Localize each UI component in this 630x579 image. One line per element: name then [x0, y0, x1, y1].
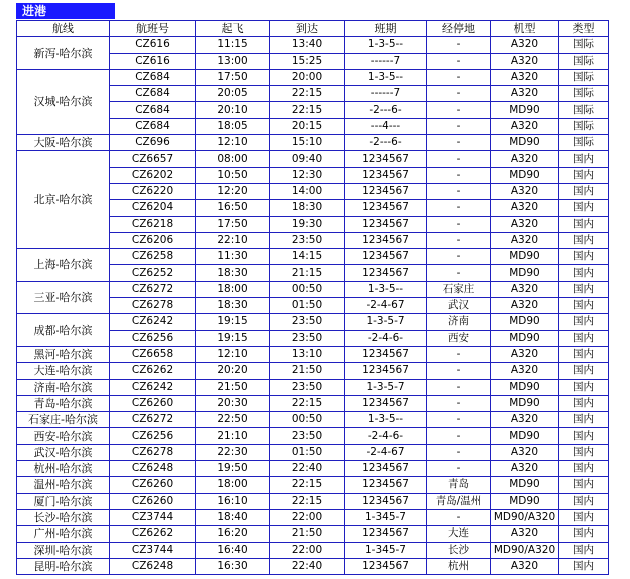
stopover: -: [427, 395, 491, 411]
flight-type: 国内: [559, 379, 609, 395]
schedule-days: 1-3-5--: [345, 412, 427, 428]
schedule-days: -2---6-: [345, 135, 427, 151]
flight-no: CZ616: [110, 53, 196, 69]
arrival-time: 22:00: [270, 509, 345, 525]
aircraft-type: A320: [491, 37, 559, 53]
arrival-time: 14:00: [270, 183, 345, 199]
flight-type: 国内: [559, 216, 609, 232]
header-stopover: 经停地: [427, 21, 491, 37]
aircraft-type: A320: [491, 86, 559, 102]
stopover: -: [427, 265, 491, 281]
flight-no: CZ6278: [110, 298, 196, 314]
departure-time: 22:10: [196, 232, 270, 248]
departure-time: 16:50: [196, 200, 270, 216]
aircraft-type: MD90/A320: [491, 509, 559, 525]
route-name: 济南-哈尔滨: [17, 379, 110, 395]
departure-time: 11:15: [196, 37, 270, 53]
flight-type: 国内: [559, 444, 609, 460]
flight-type: 国内: [559, 298, 609, 314]
flight-no: CZ6252: [110, 265, 196, 281]
flight-type: 国内: [559, 232, 609, 248]
schedule-days: 1234567: [345, 395, 427, 411]
stopover: -: [427, 509, 491, 525]
departure-time: 20:30: [196, 395, 270, 411]
arrival-time: 19:30: [270, 216, 345, 232]
schedule-days: 1234567: [345, 363, 427, 379]
schedule-days: 1234567: [345, 151, 427, 167]
stopover: -: [427, 200, 491, 216]
arrival-time: 22:40: [270, 461, 345, 477]
arrival-time: 00:50: [270, 412, 345, 428]
table-row: [17, 395, 609, 411]
schedule-days: 1234567: [345, 265, 427, 281]
departure-time: 22:30: [196, 444, 270, 460]
table-row: [17, 461, 609, 477]
aircraft-type: A320: [491, 461, 559, 477]
flight-no: CZ684: [110, 102, 196, 118]
route-name: 昆明-哈尔滨: [17, 558, 110, 574]
stopover: -: [427, 363, 491, 379]
arrival-time: 22:00: [270, 542, 345, 558]
flight-type: 国内: [559, 346, 609, 362]
flight-type: 国内: [559, 167, 609, 183]
aircraft-type: A320: [491, 53, 559, 69]
departure-time: 16:30: [196, 558, 270, 574]
flight-no: CZ3744: [110, 542, 196, 558]
stopover: 青岛/温州: [427, 493, 491, 509]
schedule-days: ---4---: [345, 118, 427, 134]
arrival-time: 18:30: [270, 200, 345, 216]
stopover: -: [427, 216, 491, 232]
schedule-days: 1-3-5-7: [345, 379, 427, 395]
arrival-time: 12:30: [270, 167, 345, 183]
route-name: 石家庄-哈尔滨: [17, 412, 110, 428]
schedule-days: 1234567: [345, 493, 427, 509]
flight-no: CZ6258: [110, 249, 196, 265]
flight-no: CZ6262: [110, 526, 196, 542]
departure-time: 13:00: [196, 53, 270, 69]
schedule-days: 1234567: [345, 461, 427, 477]
stopover: 青岛: [427, 477, 491, 493]
schedule-days: -2-4-6-: [345, 330, 427, 346]
schedule-days: -2-4-6-: [345, 428, 427, 444]
departure-time: 20:20: [196, 363, 270, 379]
table-row: [17, 249, 609, 265]
schedule-days: 1-3-5--: [345, 69, 427, 85]
flight-no: CZ6260: [110, 477, 196, 493]
arrival-time: 15:25: [270, 53, 345, 69]
flight-no: CZ616: [110, 37, 196, 53]
departure-time: 17:50: [196, 216, 270, 232]
schedule-days: 1234567: [345, 249, 427, 265]
table-row: [17, 428, 609, 444]
table-row: [17, 526, 609, 542]
schedule-days: 1-3-5--: [345, 37, 427, 53]
flight-no: CZ3744: [110, 509, 196, 525]
schedule-days: 1234567: [345, 477, 427, 493]
schedule-days: 1234567: [345, 216, 427, 232]
departure-time: 12:10: [196, 135, 270, 151]
aircraft-type: MD90: [491, 477, 559, 493]
table-row: [17, 444, 609, 460]
flight-type: 国内: [559, 412, 609, 428]
table-row: [17, 558, 609, 574]
departure-time: 18:00: [196, 281, 270, 297]
aircraft-type: MD90: [491, 135, 559, 151]
arrival-time: 21:50: [270, 363, 345, 379]
stopover: -: [427, 102, 491, 118]
arrival-time: 13:10: [270, 346, 345, 362]
schedule-days: 1-345-7: [345, 509, 427, 525]
flight-type: 国际: [559, 102, 609, 118]
stopover: 武汉: [427, 298, 491, 314]
departure-time: 20:10: [196, 102, 270, 118]
schedule-days: 1234567: [345, 526, 427, 542]
stopover: -: [427, 249, 491, 265]
table-row: [17, 509, 609, 525]
flight-no: CZ6248: [110, 461, 196, 477]
stopover: 西安: [427, 330, 491, 346]
departure-time: 18:00: [196, 477, 270, 493]
flight-no: CZ684: [110, 69, 196, 85]
flight-no: CZ696: [110, 135, 196, 151]
flight-no: CZ6260: [110, 395, 196, 411]
aircraft-type: MD90: [491, 167, 559, 183]
route-name: 三亚-哈尔滨: [17, 281, 110, 314]
departure-time: 21:10: [196, 428, 270, 444]
aircraft-type: MD90/A320: [491, 542, 559, 558]
flight-no: CZ684: [110, 86, 196, 102]
flight-type: 国内: [559, 509, 609, 525]
flight-no: CZ6248: [110, 558, 196, 574]
stopover: -: [427, 232, 491, 248]
table-row: [17, 542, 609, 558]
departure-time: 10:50: [196, 167, 270, 183]
table-row: [17, 412, 609, 428]
route-name: 黑河-哈尔滨: [17, 346, 110, 362]
schedule-days: ------7: [345, 53, 427, 69]
arrival-time: 23:50: [270, 330, 345, 346]
aircraft-type: MD90: [491, 395, 559, 411]
header-type: 类型: [559, 21, 609, 37]
flight-no: CZ6204: [110, 200, 196, 216]
flight-no: CZ6272: [110, 412, 196, 428]
schedule-days: 1-3-5-7: [345, 314, 427, 330]
route-name: 北京-哈尔滨: [17, 151, 110, 249]
stopover: -: [427, 379, 491, 395]
route-name: 广州-哈尔滨: [17, 526, 110, 542]
departure-time: 18:30: [196, 265, 270, 281]
flight-type: 国内: [559, 477, 609, 493]
arrival-time: 23:50: [270, 379, 345, 395]
flight-type: 国际: [559, 53, 609, 69]
arrival-time: 22:15: [270, 493, 345, 509]
header-flight-no: 航班号: [110, 21, 196, 37]
header-arrival: 到达: [270, 21, 345, 37]
arrival-time: 20:15: [270, 118, 345, 134]
flight-no: CZ6256: [110, 428, 196, 444]
aircraft-type: A320: [491, 232, 559, 248]
route-name: 大连-哈尔滨: [17, 363, 110, 379]
departure-time: 21:50: [196, 379, 270, 395]
table-row: [17, 69, 609, 85]
arrival-time: 21:15: [270, 265, 345, 281]
header-departure: 起飞: [196, 21, 270, 37]
aircraft-type: MD90: [491, 265, 559, 281]
aircraft-type: A320: [491, 526, 559, 542]
header-schedule: 班期: [345, 21, 427, 37]
departure-time: 20:05: [196, 86, 270, 102]
aircraft-type: A320: [491, 346, 559, 362]
aircraft-type: A320: [491, 151, 559, 167]
arrival-time: 14:15: [270, 249, 345, 265]
flight-no: CZ6242: [110, 379, 196, 395]
aircraft-type: A320: [491, 281, 559, 297]
stopover: 大连: [427, 526, 491, 542]
aircraft-type: MD90: [491, 314, 559, 330]
aircraft-type: MD90: [491, 249, 559, 265]
flight-no: CZ6218: [110, 216, 196, 232]
flight-no: CZ6242: [110, 314, 196, 330]
arrival-time: 00:50: [270, 281, 345, 297]
aircraft-type: A320: [491, 444, 559, 460]
schedule-days: 1234567: [345, 558, 427, 574]
aircraft-type: A320: [491, 216, 559, 232]
flight-type: 国内: [559, 558, 609, 574]
departure-time: 11:30: [196, 249, 270, 265]
flight-no: CZ6220: [110, 183, 196, 199]
arrival-time: 01:50: [270, 298, 345, 314]
departure-time: 16:10: [196, 493, 270, 509]
flight-type: 国内: [559, 151, 609, 167]
route-name: 厦门-哈尔滨: [17, 493, 110, 509]
schedule-days: 1234567: [345, 346, 427, 362]
stopover: -: [427, 461, 491, 477]
stopover: 长沙: [427, 542, 491, 558]
flight-type: 国内: [559, 314, 609, 330]
route-name: 武汉-哈尔滨: [17, 444, 110, 460]
table-row: [17, 363, 609, 379]
flight-no: CZ6272: [110, 281, 196, 297]
schedule-days: 1-3-5--: [345, 281, 427, 297]
stopover: -: [427, 412, 491, 428]
stopover: -: [427, 69, 491, 85]
route-name: 汉城-哈尔滨: [17, 69, 110, 134]
table-row: [17, 493, 609, 509]
flight-no: CZ6278: [110, 444, 196, 460]
table-row: [17, 314, 609, 330]
stopover: -: [427, 167, 491, 183]
section-tab-arrivals: 进港: [16, 3, 115, 19]
flight-type: 国际: [559, 86, 609, 102]
departure-time: 18:40: [196, 509, 270, 525]
departure-time: 12:20: [196, 183, 270, 199]
departure-time: 18:05: [196, 118, 270, 134]
flight-type: 国内: [559, 330, 609, 346]
table-row: [17, 135, 609, 151]
arrival-time: 23:50: [270, 428, 345, 444]
schedule-days: -2---6-: [345, 102, 427, 118]
flight-no: CZ6260: [110, 493, 196, 509]
arrival-time: 22:15: [270, 102, 345, 118]
flight-type: 国内: [559, 281, 609, 297]
header-route: 航线: [17, 21, 110, 37]
arrival-time: 22:15: [270, 395, 345, 411]
schedule-days: 1234567: [345, 183, 427, 199]
departure-time: 17:50: [196, 69, 270, 85]
arrival-time: 23:50: [270, 232, 345, 248]
route-name: 新泻-哈尔滨: [17, 37, 110, 70]
departure-time: 12:10: [196, 346, 270, 362]
aircraft-type: MD90: [491, 493, 559, 509]
flight-type: 国内: [559, 395, 609, 411]
departure-time: 16:40: [196, 542, 270, 558]
departure-time: 22:50: [196, 412, 270, 428]
flight-type: 国内: [559, 542, 609, 558]
stopover: -: [427, 37, 491, 53]
schedule-days: -2-4-67: [345, 298, 427, 314]
flight-type: 国内: [559, 183, 609, 199]
arrival-time: 22:40: [270, 558, 345, 574]
arrival-time: 22:15: [270, 477, 345, 493]
arrivals-schedule-table: [16, 20, 609, 575]
stopover: -: [427, 118, 491, 134]
table-body: [17, 37, 609, 575]
departure-time: 19:50: [196, 461, 270, 477]
stopover: -: [427, 135, 491, 151]
route-name: 西安-哈尔滨: [17, 428, 110, 444]
flight-type: 国际: [559, 37, 609, 53]
stopover: -: [427, 183, 491, 199]
flight-type: 国际: [559, 118, 609, 134]
departure-time: 19:15: [196, 330, 270, 346]
table-row: [17, 379, 609, 395]
flight-type: 国际: [559, 69, 609, 85]
route-name: 上海-哈尔滨: [17, 249, 110, 282]
schedule-days: -2-4-67: [345, 444, 427, 460]
flight-type: 国内: [559, 249, 609, 265]
flight-type: 国内: [559, 461, 609, 477]
aircraft-type: A320: [491, 363, 559, 379]
route-name: 长沙-哈尔滨: [17, 509, 110, 525]
flight-type: 国内: [559, 428, 609, 444]
aircraft-type: A320: [491, 118, 559, 134]
departure-time: 18:30: [196, 298, 270, 314]
aircraft-type: MD90: [491, 330, 559, 346]
flight-no: CZ6202: [110, 167, 196, 183]
flight-no: CZ6657: [110, 151, 196, 167]
aircraft-type: A320: [491, 412, 559, 428]
arrival-time: 01:50: [270, 444, 345, 460]
stopover: -: [427, 151, 491, 167]
flight-type: 国内: [559, 200, 609, 216]
aircraft-type: MD90: [491, 428, 559, 444]
flight-type: 国内: [559, 526, 609, 542]
table-header-row: [17, 21, 609, 37]
arrival-time: 13:40: [270, 37, 345, 53]
stopover: -: [427, 428, 491, 444]
flight-type: 国内: [559, 493, 609, 509]
schedule-days: 1234567: [345, 200, 427, 216]
stopover: 杭州: [427, 558, 491, 574]
aircraft-type: A320: [491, 183, 559, 199]
route-name: 青岛-哈尔滨: [17, 395, 110, 411]
flight-type: 国内: [559, 363, 609, 379]
route-name: 温州-哈尔滨: [17, 477, 110, 493]
stopover: -: [427, 346, 491, 362]
flight-no: CZ684: [110, 118, 196, 134]
schedule-days: 1234567: [345, 232, 427, 248]
flight-type: 国际: [559, 135, 609, 151]
aircraft-type: A320: [491, 200, 559, 216]
flight-no: CZ6262: [110, 363, 196, 379]
table-row: [17, 346, 609, 362]
table-row: [17, 281, 609, 297]
departure-time: 08:00: [196, 151, 270, 167]
arrival-time: 22:15: [270, 86, 345, 102]
table-row: [17, 37, 609, 53]
aircraft-type: MD90: [491, 102, 559, 118]
arrival-time: 15:10: [270, 135, 345, 151]
stopover: -: [427, 53, 491, 69]
route-name: 深圳-哈尔滨: [17, 542, 110, 558]
arrival-time: 23:50: [270, 314, 345, 330]
schedule-days: 1-345-7: [345, 542, 427, 558]
schedule-days: 1234567: [345, 167, 427, 183]
stopover: -: [427, 86, 491, 102]
route-name: 成都-哈尔滨: [17, 314, 110, 347]
departure-time: 16:20: [196, 526, 270, 542]
stopover: -: [427, 444, 491, 460]
aircraft-type: A320: [491, 558, 559, 574]
header-aircraft: 机型: [491, 21, 559, 37]
arrival-time: 20:00: [270, 69, 345, 85]
route-name: 杭州-哈尔滨: [17, 461, 110, 477]
flight-no: CZ6256: [110, 330, 196, 346]
arrival-time: 09:40: [270, 151, 345, 167]
table-row: [17, 151, 609, 167]
schedule-days: ------7: [345, 86, 427, 102]
stopover: 石家庄: [427, 281, 491, 297]
aircraft-type: MD90: [491, 379, 559, 395]
flight-type: 国内: [559, 265, 609, 281]
arrival-time: 21:50: [270, 526, 345, 542]
table-row: [17, 477, 609, 493]
flight-no: CZ6658: [110, 346, 196, 362]
flight-no: CZ6206: [110, 232, 196, 248]
stopover: 济南: [427, 314, 491, 330]
aircraft-type: A320: [491, 298, 559, 314]
route-name: 大阪-哈尔滨: [17, 135, 110, 151]
aircraft-type: A320: [491, 69, 559, 85]
departure-time: 19:15: [196, 314, 270, 330]
